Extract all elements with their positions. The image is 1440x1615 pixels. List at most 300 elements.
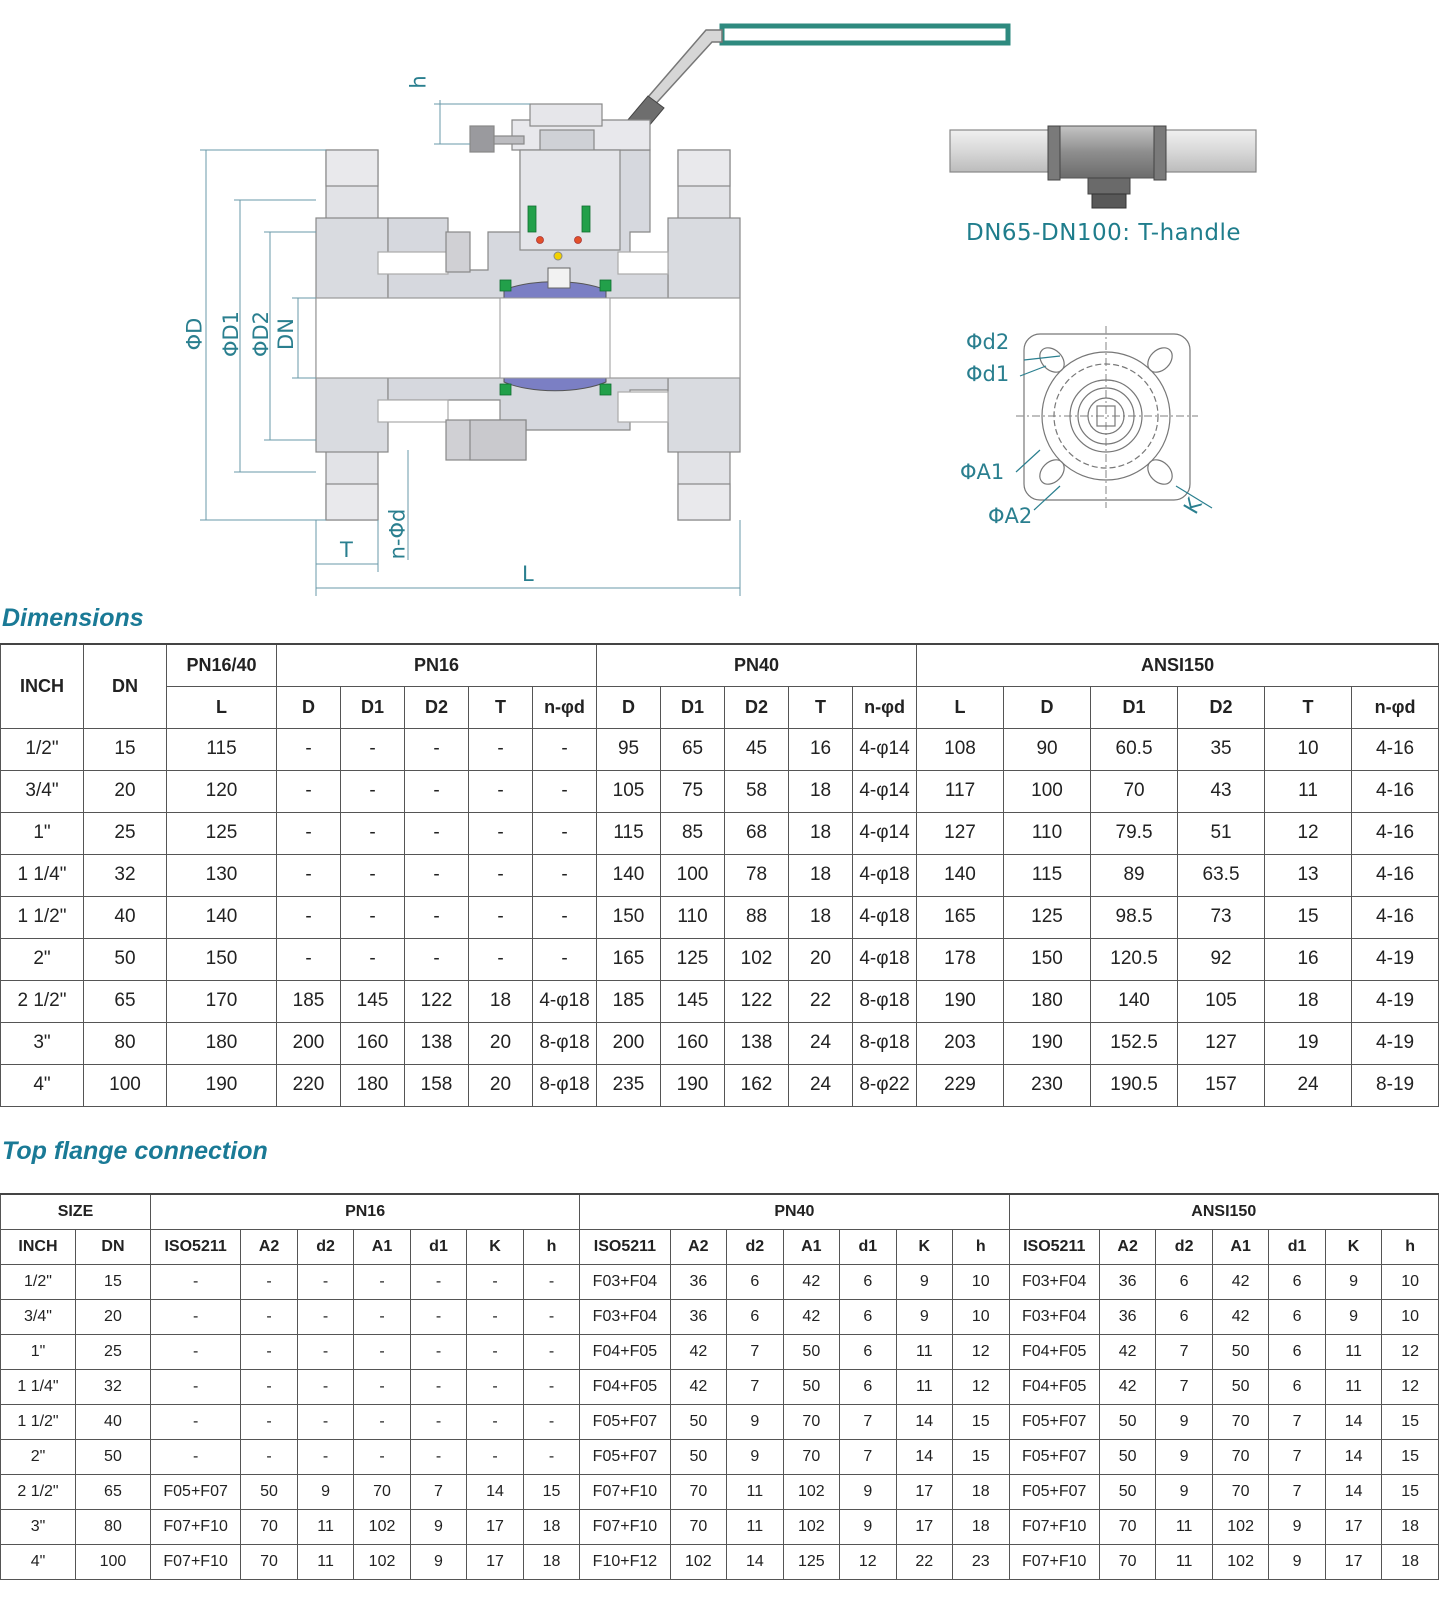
table-cell: 85 xyxy=(661,812,725,854)
table-cell: 14 xyxy=(467,1474,523,1509)
table-cell: 160 xyxy=(341,1022,405,1064)
table-cell: 14 xyxy=(727,1544,783,1579)
table-row xyxy=(1,1064,1439,1106)
table-cell: 68 xyxy=(725,812,789,854)
table-cell: 50 xyxy=(1099,1439,1155,1474)
table-cell: 102 xyxy=(670,1544,726,1579)
table-cell: 20 xyxy=(469,1022,533,1064)
table-cell: 50 xyxy=(75,1439,150,1474)
table-cell: 1 1/2" xyxy=(1,1404,76,1439)
table-cell: 42 xyxy=(783,1299,839,1334)
table-cell: - xyxy=(297,1334,353,1369)
table-cell: 230 xyxy=(1004,1064,1091,1106)
table-cell: 9 xyxy=(1269,1544,1325,1579)
table-cell: 18 xyxy=(789,812,853,854)
table-cell: 117 xyxy=(917,770,1004,812)
table-cell: 18 xyxy=(953,1474,1010,1509)
table-cell: - xyxy=(354,1439,410,1474)
table-cell: 18 xyxy=(1265,980,1352,1022)
table-cell: 115 xyxy=(597,812,661,854)
table-cell: F05+F07 xyxy=(1009,1439,1099,1474)
table-cell: 22 xyxy=(789,980,853,1022)
table-cell: - xyxy=(341,896,405,938)
table-cell: 16 xyxy=(789,728,853,770)
table-cell: 20 xyxy=(469,1064,533,1106)
table-cell: 7 xyxy=(840,1439,896,1474)
table-cell: 7 xyxy=(1269,1404,1325,1439)
table-cell: 12 xyxy=(1265,812,1352,854)
table-cell: 150 xyxy=(1004,938,1091,980)
table-cell: 3/4" xyxy=(1,770,84,812)
table-cell: - xyxy=(150,1264,240,1299)
table-cell: 11 xyxy=(1156,1509,1212,1544)
table-cell: F05+F07 xyxy=(150,1474,240,1509)
column-header: D xyxy=(1004,686,1091,728)
table-cell: F03+F04 xyxy=(1009,1264,1099,1299)
table-cell: 140 xyxy=(597,854,661,896)
column-header: T xyxy=(1265,686,1352,728)
table-cell: - xyxy=(354,1334,410,1369)
table-cell: - xyxy=(410,1404,466,1439)
table-cell: 36 xyxy=(670,1299,726,1334)
top-flange-subheader-row xyxy=(1,1229,1439,1264)
table-cell: 17 xyxy=(896,1474,952,1509)
table-cell: 140 xyxy=(917,854,1004,896)
table-cell: 14 xyxy=(1325,1404,1381,1439)
table-cell: 65 xyxy=(75,1474,150,1509)
table-cell: - xyxy=(410,1439,466,1474)
table-cell: 115 xyxy=(1004,854,1091,896)
table-cell: 40 xyxy=(75,1404,150,1439)
table-cell: 11 xyxy=(896,1334,952,1369)
table-cell: 4-φ18 xyxy=(533,980,597,1022)
table-cell: - xyxy=(467,1264,523,1299)
table-cell: 4-φ18 xyxy=(853,854,917,896)
table-cell: - xyxy=(469,896,533,938)
table-cell: 160 xyxy=(661,1022,725,1064)
table-cell: 42 xyxy=(1212,1264,1268,1299)
column-header: A1 xyxy=(783,1229,839,1264)
table-cell: - xyxy=(277,938,341,980)
table-cell: 18 xyxy=(953,1509,1010,1544)
table-cell: 70 xyxy=(1212,1474,1268,1509)
table-row xyxy=(1,1369,1439,1404)
table-cell: 138 xyxy=(405,1022,469,1064)
table-cell: 6 xyxy=(727,1264,783,1299)
table-cell: 50 xyxy=(1099,1404,1155,1439)
table-cell: 102 xyxy=(354,1509,410,1544)
table-cell: 70 xyxy=(1099,1509,1155,1544)
table-cell: 235 xyxy=(597,1064,661,1106)
table-row xyxy=(1,770,1439,812)
column-header: A2 xyxy=(1099,1229,1155,1264)
header-tf-pn16: PN16 xyxy=(150,1194,579,1229)
table-cell: - xyxy=(405,854,469,896)
table-cell: - xyxy=(523,1264,580,1299)
table-cell: 8-19 xyxy=(1352,1064,1439,1106)
table-cell: 115 xyxy=(167,728,277,770)
column-header: D2 xyxy=(725,686,789,728)
table-cell: - xyxy=(241,1439,297,1474)
table-row xyxy=(1,812,1439,854)
table-cell: F07+F10 xyxy=(150,1509,240,1544)
table-cell: 78 xyxy=(725,854,789,896)
table-cell: 70 xyxy=(1212,1439,1268,1474)
table-cell: 180 xyxy=(167,1022,277,1064)
table-cell: F04+F05 xyxy=(580,1334,670,1369)
table-cell: 4" xyxy=(1,1064,84,1106)
table-cell: 36 xyxy=(1099,1299,1155,1334)
table-cell: - xyxy=(410,1264,466,1299)
table-cell: 200 xyxy=(597,1022,661,1064)
table-cell: 100 xyxy=(84,1064,167,1106)
table-cell: 42 xyxy=(1099,1334,1155,1369)
column-header: ISO5211 xyxy=(150,1229,240,1264)
column-header: L xyxy=(917,686,1004,728)
table-cell: 8-φ22 xyxy=(853,1064,917,1106)
table-cell: 15 xyxy=(523,1474,580,1509)
table-cell: 8-φ18 xyxy=(853,980,917,1022)
table-cell: 73 xyxy=(1178,896,1265,938)
table-cell: 125 xyxy=(783,1544,839,1579)
column-header: ISO5211 xyxy=(1009,1229,1099,1264)
table-cell: 125 xyxy=(1004,896,1091,938)
table-cell: 50 xyxy=(1212,1334,1268,1369)
table-cell: 122 xyxy=(725,980,789,1022)
table-cell: 170 xyxy=(167,980,277,1022)
table-cell: 50 xyxy=(241,1474,297,1509)
table-cell: 190 xyxy=(167,1064,277,1106)
table-cell: 100 xyxy=(1004,770,1091,812)
table-cell: F05+F07 xyxy=(580,1404,670,1439)
table-cell: 23 xyxy=(953,1544,1010,1579)
table-row xyxy=(1,1509,1439,1544)
table-cell: 12 xyxy=(840,1544,896,1579)
table-cell: 70 xyxy=(354,1474,410,1509)
table-cell: 6 xyxy=(1269,1299,1325,1334)
table-cell: 14 xyxy=(1325,1474,1381,1509)
table-cell: 140 xyxy=(1091,980,1178,1022)
header-tf-ansi150: ANSI150 xyxy=(1009,1194,1438,1229)
table-cell: 6 xyxy=(1269,1369,1325,1404)
column-header: h xyxy=(1382,1229,1439,1264)
table-cell: 4-φ18 xyxy=(853,938,917,980)
table-cell: - xyxy=(354,1404,410,1439)
table-cell: 58 xyxy=(725,770,789,812)
table-row xyxy=(1,980,1439,1022)
table-cell: 102 xyxy=(354,1544,410,1579)
table-cell: 11 xyxy=(727,1509,783,1544)
table-cell: 14 xyxy=(896,1404,952,1439)
table-row xyxy=(1,1022,1439,1064)
table-cell: 3/4" xyxy=(1,1299,76,1334)
table-cell: 50 xyxy=(84,938,167,980)
column-header: d2 xyxy=(727,1229,783,1264)
table-cell: 3" xyxy=(1,1509,76,1544)
table-cell: 12 xyxy=(1382,1369,1439,1404)
table-cell: - xyxy=(533,728,597,770)
column-header: DN xyxy=(75,1229,150,1264)
table-cell: 9 xyxy=(727,1404,783,1439)
table-cell: - xyxy=(150,1334,240,1369)
dimensions-subheader-row xyxy=(1,686,1439,728)
table-cell: 200 xyxy=(277,1022,341,1064)
table-cell: 11 xyxy=(297,1509,353,1544)
table-cell: - xyxy=(341,938,405,980)
table-cell: 125 xyxy=(167,812,277,854)
table-cell: 150 xyxy=(597,896,661,938)
table-cell: - xyxy=(297,1369,353,1404)
table-cell: - xyxy=(277,896,341,938)
table-cell: 8-φ18 xyxy=(533,1022,597,1064)
table-cell: 70 xyxy=(1099,1544,1155,1579)
table-cell: - xyxy=(150,1299,240,1334)
table-cell: 24 xyxy=(789,1064,853,1106)
table-cell: 75 xyxy=(661,770,725,812)
table-cell: 1" xyxy=(1,812,84,854)
table-cell: 9 xyxy=(1156,1404,1212,1439)
table-cell: 12 xyxy=(1382,1334,1439,1369)
dim-small-phid2-label: Φd2 xyxy=(966,330,1010,354)
table-cell: 4-φ14 xyxy=(853,728,917,770)
dimensions-title: Dimensions xyxy=(2,604,144,632)
table-cell: 51 xyxy=(1178,812,1265,854)
table-cell: 43 xyxy=(1178,770,1265,812)
table-cell: 60.5 xyxy=(1091,728,1178,770)
table-cell: - xyxy=(467,1369,523,1404)
column-header: D xyxy=(597,686,661,728)
valve-cross-section xyxy=(0,0,1440,600)
table-cell: - xyxy=(467,1404,523,1439)
table-cell: 165 xyxy=(597,938,661,980)
table-cell: - xyxy=(467,1334,523,1369)
table-cell: 4-φ18 xyxy=(853,896,917,938)
dim-dn-label: DN xyxy=(273,318,298,350)
table-cell: 50 xyxy=(670,1404,726,1439)
table-cell: 70 xyxy=(1091,770,1178,812)
table-cell: 24 xyxy=(789,1022,853,1064)
table-cell: 10 xyxy=(1382,1299,1439,1334)
table-cell: 18 xyxy=(523,1544,580,1579)
table-cell: - xyxy=(354,1264,410,1299)
table-cell: - xyxy=(150,1369,240,1404)
table-cell: 102 xyxy=(725,938,789,980)
table-cell: 7 xyxy=(840,1404,896,1439)
table-cell: 70 xyxy=(670,1474,726,1509)
table-cell: 4-19 xyxy=(1352,980,1439,1022)
table-cell: 88 xyxy=(725,896,789,938)
table-cell: F04+F05 xyxy=(580,1369,670,1404)
table-cell: 125 xyxy=(661,938,725,980)
table-cell: - xyxy=(469,854,533,896)
table-cell: - xyxy=(533,854,597,896)
table-cell: 120.5 xyxy=(1091,938,1178,980)
column-header: INCH xyxy=(1,1229,76,1264)
table-cell: 9 xyxy=(297,1474,353,1509)
table-cell: 50 xyxy=(783,1369,839,1404)
table-cell: 4-19 xyxy=(1352,938,1439,980)
table-cell: 42 xyxy=(783,1264,839,1299)
column-header: n-φd xyxy=(853,686,917,728)
table-cell: 7 xyxy=(727,1334,783,1369)
table-cell: 7 xyxy=(1269,1439,1325,1474)
table-cell: 15 xyxy=(1382,1474,1439,1509)
table-cell: 36 xyxy=(1099,1264,1155,1299)
table-cell: 9 xyxy=(410,1509,466,1544)
table-cell: - xyxy=(523,1439,580,1474)
table-cell: 11 xyxy=(297,1544,353,1579)
column-header: ISO5211 xyxy=(580,1229,670,1264)
table-cell: F05+F07 xyxy=(580,1439,670,1474)
column-header: D1 xyxy=(661,686,725,728)
table-cell: 152.5 xyxy=(1091,1022,1178,1064)
table-cell: 2 1/2" xyxy=(1,1474,76,1509)
header-pn16-40: PN16/40 xyxy=(167,644,277,686)
table-cell: - xyxy=(410,1299,466,1334)
column-header: d1 xyxy=(410,1229,466,1264)
table-cell: 8-φ18 xyxy=(533,1064,597,1106)
table-cell: 190.5 xyxy=(1091,1064,1178,1106)
table-cell: - xyxy=(277,770,341,812)
table-cell: F07+F10 xyxy=(580,1474,670,1509)
table-cell: 9 xyxy=(1156,1439,1212,1474)
table-cell: 89 xyxy=(1091,854,1178,896)
table-cell: 20 xyxy=(75,1299,150,1334)
table-cell: - xyxy=(523,1369,580,1404)
table-cell: - xyxy=(297,1404,353,1439)
table-cell: 4-16 xyxy=(1352,854,1439,896)
table-cell: 7 xyxy=(410,1474,466,1509)
table-cell: 180 xyxy=(1004,980,1091,1022)
column-header: D2 xyxy=(405,686,469,728)
dim-h-label: h xyxy=(406,75,431,89)
column-header: A2 xyxy=(241,1229,297,1264)
column-header: d1 xyxy=(1269,1229,1325,1264)
header-dn: DN xyxy=(84,644,167,728)
table-cell: 127 xyxy=(917,812,1004,854)
table-cell: 9 xyxy=(1325,1264,1381,1299)
table-cell: F03+F04 xyxy=(1009,1299,1099,1334)
table-cell: 18 xyxy=(1382,1509,1439,1544)
table-cell: 1 1/2" xyxy=(1,896,84,938)
table-cell: 22 xyxy=(896,1544,952,1579)
table-cell: 14 xyxy=(896,1439,952,1474)
table-cell: 65 xyxy=(84,980,167,1022)
column-header: h xyxy=(953,1229,1010,1264)
table-row xyxy=(1,854,1439,896)
table-cell: 138 xyxy=(725,1022,789,1064)
table-cell: 190 xyxy=(917,980,1004,1022)
table-cell: 150 xyxy=(167,938,277,980)
dim-small-phid1-label: Φd1 xyxy=(966,362,1010,386)
table-cell: 203 xyxy=(917,1022,1004,1064)
table-cell: 13 xyxy=(1265,854,1352,896)
column-header: D1 xyxy=(341,686,405,728)
table-cell: - xyxy=(241,1334,297,1369)
table-cell: 7 xyxy=(1156,1369,1212,1404)
table-cell: 63.5 xyxy=(1178,854,1265,896)
table-cell: 10 xyxy=(953,1299,1010,1334)
table-cell: - xyxy=(405,770,469,812)
table-cell: 108 xyxy=(917,728,1004,770)
table-cell: - xyxy=(341,812,405,854)
table-cell: F03+F04 xyxy=(580,1299,670,1334)
table-cell: 19 xyxy=(1265,1022,1352,1064)
table-row xyxy=(1,938,1439,980)
table-cell: 80 xyxy=(84,1022,167,1064)
table-cell: 50 xyxy=(670,1439,726,1474)
table-cell: 9 xyxy=(1325,1299,1381,1334)
column-header: d2 xyxy=(1156,1229,1212,1264)
table-cell: 6 xyxy=(1156,1264,1212,1299)
table-cell: 11 xyxy=(1265,770,1352,812)
table-cell: 102 xyxy=(1212,1544,1268,1579)
table-row xyxy=(1,1334,1439,1369)
table-cell: 162 xyxy=(725,1064,789,1106)
table-cell: 6 xyxy=(840,1334,896,1369)
table-cell: 165 xyxy=(917,896,1004,938)
table-cell: 4-19 xyxy=(1352,1022,1439,1064)
header-size: SIZE xyxy=(1,1194,151,1229)
dim-phid-outer-label: ΦD xyxy=(182,317,207,351)
table-cell: 45 xyxy=(725,728,789,770)
column-header: A1 xyxy=(1212,1229,1268,1264)
table-cell: 90 xyxy=(1004,728,1091,770)
dim-l-label: L xyxy=(522,562,534,586)
column-header: n-φd xyxy=(533,686,597,728)
table-cell: - xyxy=(241,1369,297,1404)
table-cell: 220 xyxy=(277,1064,341,1106)
table-cell: 18 xyxy=(789,854,853,896)
dim-phid2-label: ΦD2 xyxy=(249,310,274,358)
table-cell: 1 1/4" xyxy=(1,854,84,896)
table-cell: - xyxy=(341,854,405,896)
table-cell: 15 xyxy=(1382,1439,1439,1474)
table-cell: 11 xyxy=(1325,1369,1381,1404)
table-cell: - xyxy=(297,1264,353,1299)
header-tf-pn40: PN40 xyxy=(580,1194,1009,1229)
header-inch: INCH xyxy=(1,644,84,728)
table-cell: 9 xyxy=(840,1509,896,1544)
table-cell: F07+F10 xyxy=(1009,1544,1099,1579)
table-cell: 15 xyxy=(84,728,167,770)
table-cell: 3" xyxy=(1,1022,84,1064)
table-cell: 105 xyxy=(1178,980,1265,1022)
table-cell: 32 xyxy=(75,1369,150,1404)
header-ansi150: ANSI150 xyxy=(917,644,1439,686)
table-cell: 12 xyxy=(953,1369,1010,1404)
table-cell: 42 xyxy=(670,1334,726,1369)
column-header: K xyxy=(896,1229,952,1264)
table-cell: - xyxy=(354,1369,410,1404)
table-cell: - xyxy=(469,770,533,812)
table-cell: - xyxy=(533,770,597,812)
table-cell: - xyxy=(523,1299,580,1334)
table-cell: 2" xyxy=(1,938,84,980)
table-cell: 80 xyxy=(75,1509,150,1544)
table-cell: 7 xyxy=(727,1369,783,1404)
table-cell: - xyxy=(523,1334,580,1369)
table-cell: 25 xyxy=(75,1334,150,1369)
table-cell: - xyxy=(341,770,405,812)
table-cell: - xyxy=(150,1404,240,1439)
table-cell: 190 xyxy=(661,1064,725,1106)
table-row xyxy=(1,1544,1439,1579)
table-row xyxy=(1,1299,1439,1334)
table-row xyxy=(1,1439,1439,1474)
table-cell: 6 xyxy=(1156,1299,1212,1334)
table-cell: 11 xyxy=(1325,1334,1381,1369)
